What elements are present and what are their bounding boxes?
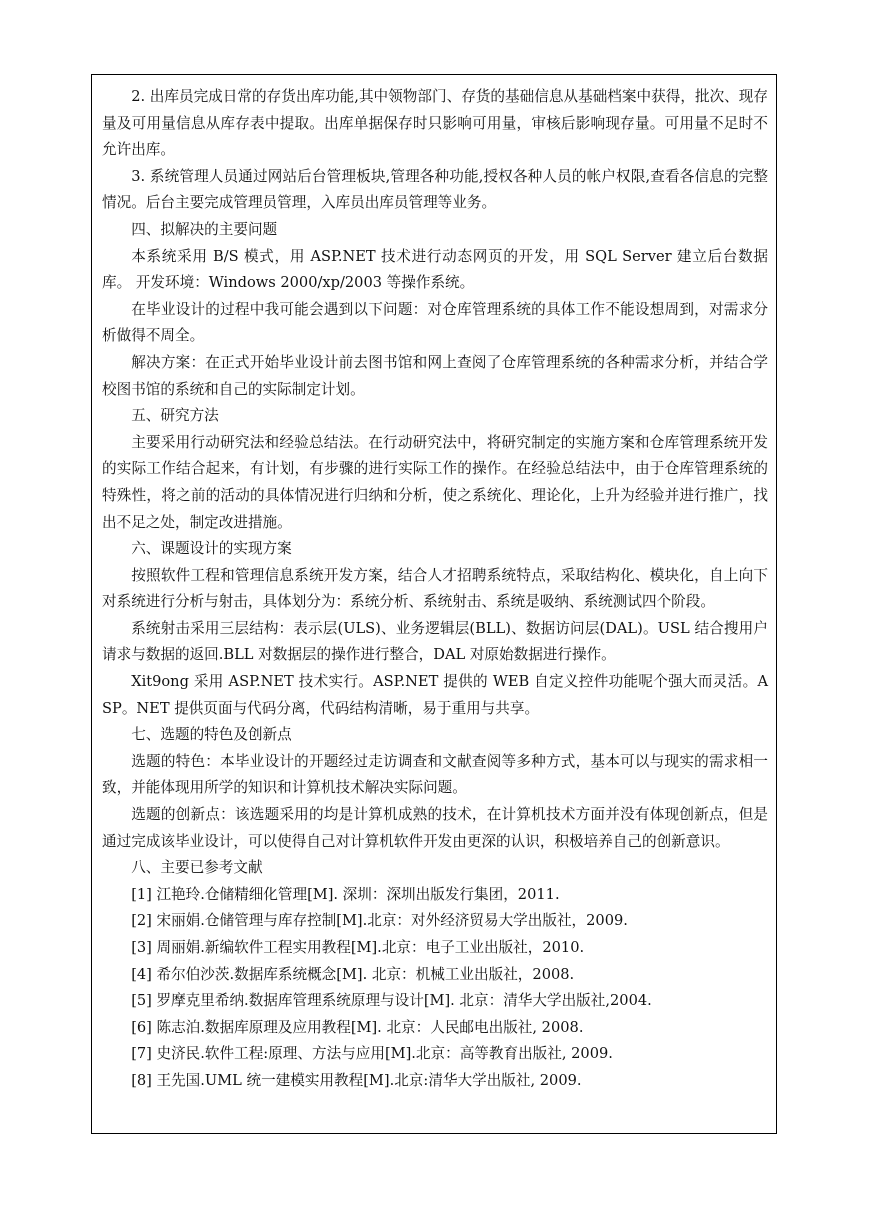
- paragraph-system-admin: 3. 系统管理人员通过网站后台管理板块,管理各种功能,授权各种人员的帐户权限,查看各信息的完整情况。后台主要完成管理员管理，入库员出库员管理等业务。: [102, 167, 768, 212]
- paragraph-features: 选题的特色：本毕业设计的开题经过走访调查和文献查阅等多种方式，基本可以与现实的需求相一致，并能体现用所学的知识和计算机技术解决实际问题。: [102, 752, 768, 797]
- section-heading-features: 七、选题的特色及创新点: [131, 726, 292, 744]
- reference-item: [4] 希尔伯沙茨.数据库系统概念[M]. 北京：机械工业出版社，2008.: [131, 965, 575, 983]
- document-body: [102, 84, 768, 1095]
- paragraph-possible-issues: 在毕业设计的过程中我可能会遇到以下问题：对仓库管理系统的具体工作不能设想周到，对需求分析做得不周全。: [102, 300, 768, 345]
- paragraph-solution: 解决方案：在正式开始毕业设计前去图书馆和网上查阅了仓库管理系统的各种需求分析，并结合学校图书馆的系统和自己的实际制定计划。: [102, 353, 768, 398]
- reference-item: [7] 史济民.软件工程:原理、方法与应用[M].北京：高等教育出版社, 2009.: [131, 1045, 613, 1063]
- paragraph-outbound-clerk: 2. 出库员完成日常的存货出库功能,其中领物部门、存货的基础信息从基础档案中获得，批次、现存量及可用量信息从库存表中提取。出库单据保存时只影响可用量，审核后影响现存量。可用量不足时不允许出库。: [102, 88, 768, 159]
- paragraph-research-methods: 主要采用行动研究法和经验总结法。在行动研究法中，将研究制定的实施方案和仓库管理系统开发的实际工作结合起来，有计划，有步骤的进行实际工作的操作。在经验总结法中，由于仓库管理系统的特殊性，将之前的活动的具体情况进行归纳和分析，使之系统化、理论化，上升为经验并进行推广，找出不足之处，制定改进措施。: [102, 433, 768, 531]
- reference-item: [2] 宋丽娟.仓储管理与库存控制[M].北京：对外经济贸易大学出版社，2009.: [131, 912, 628, 930]
- paragraph-innovation: 选题的创新点：该选题采用的均是计算机成熟的技术，在计算机技术方面并没有体现创新点，但是通过完成该毕业设计，可以使得自己对计算机软件开发由更深的认识，积极培养自己的创新意识。: [102, 806, 768, 850]
- reference-item: [8] 王先国.UML 统一建模实用教程[M].北京:清华大学出版社, 2009.: [131, 1071, 582, 1089]
- section-heading-methods: 五、研究方法: [131, 407, 219, 425]
- section-heading-references: 八、主要已参考文献: [131, 859, 263, 877]
- paragraph-three-layer: 系统射击采用三层结构：表示层(ULS)、业务逻辑层(BLL)、数据访问层(DAL)。USL 结合搜用户请求与数据的返回.BLL 对数据层的操作进行整合，DAL 对原始数据进行操作。: [102, 619, 768, 664]
- paragraph-bs-mode: 本系统采用 B/S 模式，用 ASP.NET 技术进行动态网页的开发，用 SQL Server 建立后台数据库。 开发环境：Windows 2000/xp/2003 等操作系统。: [102, 247, 768, 292]
- paragraph-dev-approach: 按照软件工程和管理信息系统开发方案，结合人才招聘系统特点，采取结构化、模块化，自上向下对系统进行分析与射击，具体划分为：系统分析、系统射击、系统是吸纳、系统测试四个阶段。: [102, 566, 768, 611]
- reference-item: [3] 周丽娟.新编软件工程实用教程[M].北京：电子工业出版社，2010.: [131, 939, 585, 956]
- section-heading-problems: 四、拟解决的主要问题: [131, 220, 278, 238]
- reference-item: [1] 江艳玲.仓储精细化管理[M]. 深圳：深圳出版发行集团，2011.: [131, 885, 560, 903]
- reference-item: [5] 罗摩克里希纳.数据库管理系统原理与设计[M]. 北京：清华大学出版社,2004.: [131, 992, 652, 1010]
- section-heading-implementation: 六、课题设计的实现方案: [131, 540, 292, 558]
- paragraph-aspnet: Xit9ong 采用 ASP.NET 技术实行。ASP.NET 提供的 WEB 自定义控件功能呢个强大而灵活。ASP。NET 提供页面与代码分离，代码结构清晰，易于重用与共享。: [102, 673, 768, 717]
- reference-item: [6] 陈志泊.数据库原理及应用教程[M]. 北京：人民邮电出版社, 2008.: [131, 1018, 584, 1036]
